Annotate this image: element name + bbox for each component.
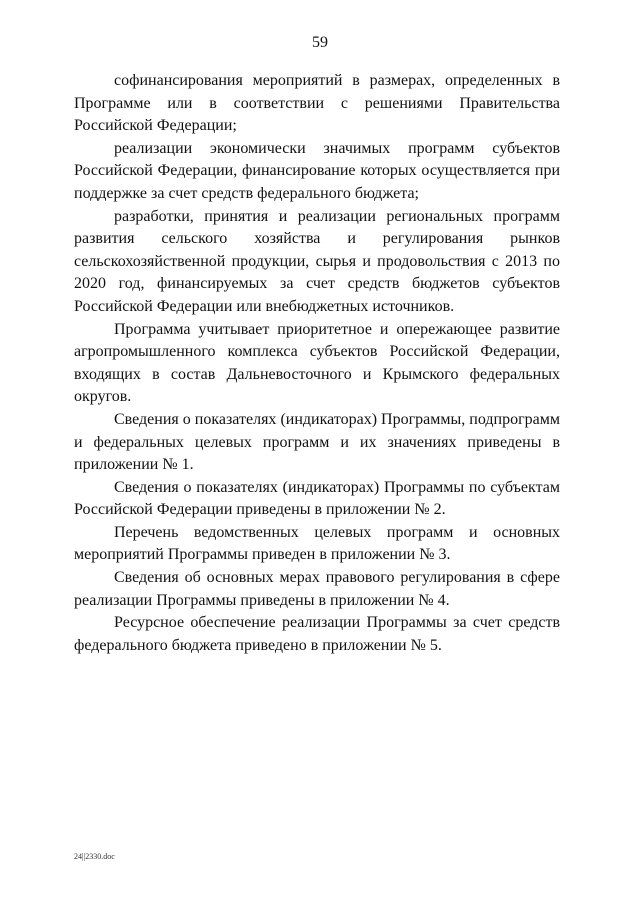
paragraph-appendix-4: Сведения об основных мерах правового регулирования в сфере реализации Программы приведены в приложении № 4. bbox=[74, 569, 560, 609]
paragraph-economic-programs: реализации экономически значимых программ субъектов Российской Федерации, финансирование которых осуществляется при поддержке за счет средств федерального бюджета; bbox=[74, 139, 560, 202]
document-code: 24||2330.doc bbox=[74, 852, 115, 861]
paragraph-regional-programs: разработки, принятия и реализации региональных программ развития сельского хозяйства и регулирования рынков сельскохозяйственной продукции, сырья и продовольствия с 2013 по 2020 год, финансируемых за счет средств бюджетов субъектов Российской Федерации или внебюджетных источников. bbox=[74, 207, 560, 315]
paragraph-priority-development: Программа учитывает приоритетное и опережающее развитие агропромышленного комплекса субъектов Российской Федерации, входящих в состав Дальневосточного и Крымского федеральных округов. bbox=[74, 320, 560, 406]
paragraph-appendix-5: Ресурсное обеспечение реализации Программы за счет средств федерального бюджета приведено в приложении № 5. bbox=[74, 614, 560, 654]
paragraph-appendix-1: Сведения о показателях (индикаторах) Программы, подпрограмм и федеральных целевых программ и их значениях приведены в приложении № 1. bbox=[74, 410, 560, 474]
page-number: 59 bbox=[312, 34, 328, 51]
paragraph-appendix-2: Сведения о показателях (индикаторах) Программы по субъектам Российской Федерации приведены в приложении № 2. bbox=[74, 478, 560, 519]
paragraph-cofinancing: софинансирования мероприятий в размерах, определенных в Программе или в соответствии с решениями Правительства Российской Федерации; bbox=[74, 72, 560, 135]
paragraph-appendix-3: Перечень ведомственных целевых программ и основных мероприятий Программы приведен в приложении № 3. bbox=[74, 523, 560, 564]
document-body bbox=[74, 70, 560, 657]
